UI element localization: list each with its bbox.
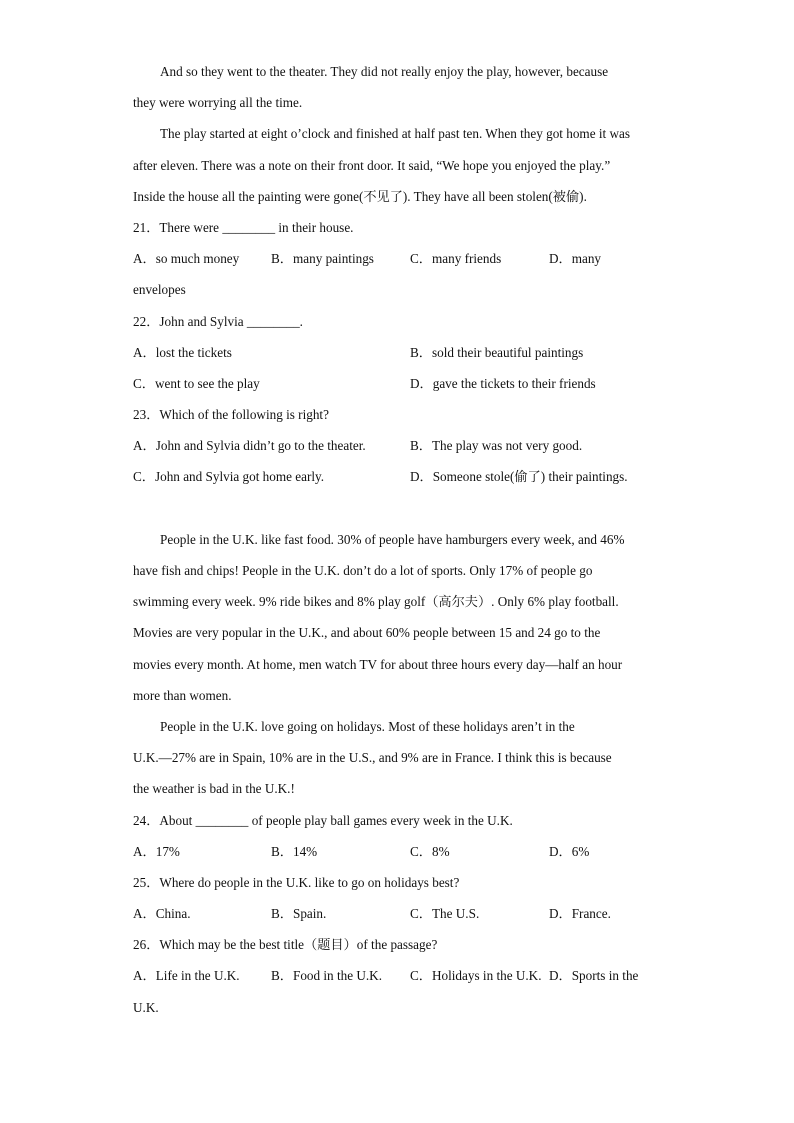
question-number: 24． <box>133 812 160 828</box>
option-d <box>410 368 687 399</box>
option-a <box>133 430 410 461</box>
option-d <box>549 844 589 859</box>
option-a <box>133 960 271 991</box>
option-letter: B． <box>271 251 293 267</box>
option-letter: D． <box>410 375 433 391</box>
option-text: Someone stole(偷了) their paintings. <box>432 469 628 485</box>
option-letter: A． <box>133 968 156 984</box>
option-text: many friends <box>431 251 502 267</box>
question-text: There were ________ in their house. <box>159 219 354 235</box>
option-text: lost the tickets <box>155 344 232 360</box>
question-text: Which of the following is right? <box>159 407 329 423</box>
passage-line: And so they went to the theater. They did not really enjoy the play, however, because <box>160 64 609 79</box>
passage-line: have fish and chips! People in the U.K. don’t do a lot of sports. Only 17% of people go <box>133 563 593 579</box>
option-a <box>133 898 271 929</box>
option-letter: B． <box>271 968 293 984</box>
option-letter: C． <box>133 375 155 391</box>
option-b <box>271 243 410 274</box>
question-21 <box>133 212 661 306</box>
option-letter: C． <box>133 469 155 485</box>
document-page <box>133 56 661 1023</box>
option-text: so much money <box>155 251 240 267</box>
option-letter: B． <box>410 438 432 454</box>
option-text: Food in the U.K. <box>292 968 382 984</box>
question-23 <box>133 399 661 493</box>
option-c <box>410 898 549 929</box>
question-text: Where do people in the U.K. like to go on holidays best? <box>159 874 460 890</box>
option-d <box>549 906 611 921</box>
option-text: China. <box>155 906 191 922</box>
options-row <box>133 461 661 492</box>
option-text: Life in the U.K. <box>155 968 240 984</box>
option-text: 8% <box>431 843 450 859</box>
options-row <box>133 243 655 305</box>
question-number: 22． <box>133 313 160 329</box>
option-text: Holidays in the U.K. <box>431 968 542 984</box>
option-text: many paintings <box>292 251 374 267</box>
option-letter: A． <box>133 251 156 267</box>
option-letter: C． <box>410 968 432 984</box>
option-letter: A． <box>133 344 156 360</box>
option-b <box>271 898 410 929</box>
option-text: John and Sylvia got home early. <box>154 469 325 485</box>
question-text: Which may be the best title（题目）of the passage? <box>159 937 438 953</box>
passage-line: People in the U.K. like fast food. 30% of people have hamburgers every week, and 46% <box>160 531 625 547</box>
passage-line: movies every month. At home, men watch TV for about three hours every day—half an hour <box>133 656 623 672</box>
option-text: France. <box>571 906 611 922</box>
option-letter: B． <box>271 906 293 922</box>
option-text: Spain. <box>292 906 327 922</box>
option-text: The U.S. <box>431 906 480 922</box>
section-spacer <box>133 493 661 524</box>
passage-line: the weather is bad in the U.K.! <box>133 781 295 797</box>
option-letter: D． <box>549 251 572 267</box>
option-text: gave the tickets to their friends <box>432 375 596 391</box>
question-stem <box>133 867 661 898</box>
passage-line: U.K.—27% are in Spain, 10% are in the U.S., and 9% are in France. I think this is because <box>133 750 612 766</box>
option-letter: C． <box>410 251 432 267</box>
question-stem <box>133 805 661 836</box>
option-letter: C． <box>410 843 432 859</box>
options-row <box>133 430 661 461</box>
option-text: John and Sylvia didn’t go to the theater. <box>155 438 366 454</box>
options-row <box>133 836 655 867</box>
question-text: About ________ of people play ball games every week in the U.K. <box>159 812 513 828</box>
passage-line: they were worrying all the time. <box>133 95 303 111</box>
option-b <box>271 836 410 867</box>
options-row <box>133 898 655 929</box>
passage-line: after eleven. There was a note on their front door. It said, “We hope you enjoyed the play.” <box>133 157 611 173</box>
option-b <box>410 337 687 368</box>
option-d <box>410 461 687 492</box>
option-text: 14% <box>292 843 318 859</box>
passage-line: People in the U.K. love going on holidays. Most of these holidays aren’t in the <box>160 718 575 734</box>
question-number: 26． <box>133 937 160 953</box>
passage-1 <box>133 56 661 212</box>
option-a <box>133 836 271 867</box>
option-text: sold their beautiful paintings <box>431 344 584 360</box>
passage-line: more than women. <box>133 687 232 703</box>
option-letter: D． <box>410 469 433 485</box>
options-row <box>133 960 655 1022</box>
option-text: Sports in the U.K. <box>133 968 639 1015</box>
question-stem <box>133 399 661 430</box>
option-letter: D． <box>549 843 572 859</box>
question-22 <box>133 306 661 400</box>
option-a <box>133 337 410 368</box>
option-text: went to see the play <box>154 375 260 391</box>
option-letter: B． <box>271 843 293 859</box>
option-letter: D． <box>549 906 572 922</box>
option-text: The play was not very good. <box>431 438 583 454</box>
passage-line: The play started at eight o’clock and finished at half past ten. When they got home it was <box>160 126 630 142</box>
option-c <box>410 960 549 991</box>
option-text: 17% <box>155 843 180 859</box>
question-number: 23． <box>133 407 160 423</box>
option-c <box>133 368 410 399</box>
question-26 <box>133 929 661 1023</box>
option-letter: B． <box>410 344 432 360</box>
option-text: many envelopes <box>133 251 602 298</box>
passage-2 <box>133 524 661 805</box>
option-letter: A． <box>133 438 156 454</box>
options-row <box>133 368 661 399</box>
option-letter: A． <box>133 906 156 922</box>
option-c <box>133 461 410 492</box>
option-b <box>410 430 687 461</box>
option-c <box>410 836 549 867</box>
option-b <box>271 960 410 991</box>
question-number: 21． <box>133 219 160 235</box>
option-c <box>410 243 549 274</box>
question-stem <box>133 929 661 960</box>
passage-line: Inside the house all the painting were gone(不见了). They have all been stolen(被偷). <box>133 188 587 204</box>
question-24 <box>133 805 661 867</box>
option-letter: A． <box>133 843 156 859</box>
question-number: 25． <box>133 874 160 890</box>
question-stem <box>133 212 661 243</box>
option-letter: C． <box>410 906 432 922</box>
option-letter: D． <box>549 968 572 984</box>
options-row <box>133 337 661 368</box>
passage-line: swimming every week. 9% ride bikes and 8% play golf（高尔夫）. Only 6% play football. <box>133 594 619 610</box>
passage-line: Movies are very popular in the U.K., and about 60% people between 15 and 24 go to the <box>133 625 601 641</box>
question-stem <box>133 306 661 337</box>
question-text: John and Sylvia ________. <box>159 313 303 329</box>
question-25 <box>133 867 661 929</box>
option-text: 6% <box>571 843 590 859</box>
option-a <box>133 243 271 274</box>
